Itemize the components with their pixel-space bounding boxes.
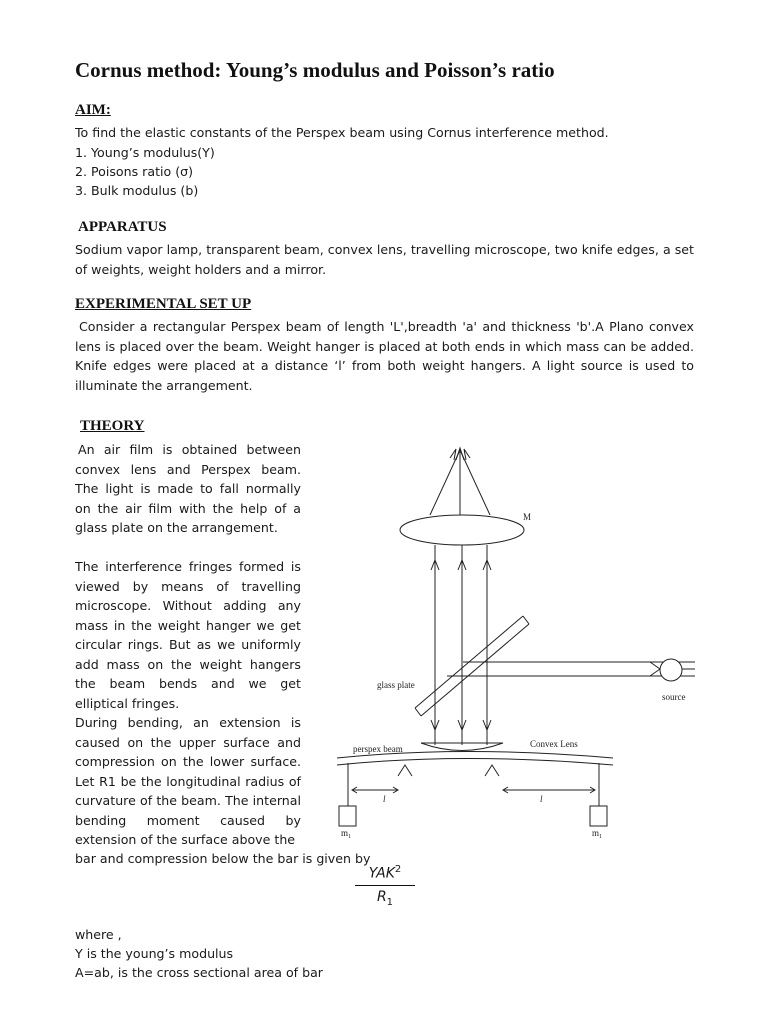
theory-column bbox=[75, 440, 301, 850]
label-perspex-beam: perspex beam bbox=[353, 744, 403, 754]
theory-continuation: bar and compression below the bar is given by bbox=[75, 851, 371, 866]
upward-rays bbox=[431, 545, 491, 745]
converging-rays bbox=[430, 448, 490, 515]
label-glass-plate: glass plate bbox=[377, 680, 415, 690]
label-source: source bbox=[662, 692, 686, 702]
label-m1-left: $m_1$ bbox=[341, 828, 352, 840]
label-l-left: l bbox=[383, 794, 386, 804]
formula-numerator: YAK$^2$ bbox=[355, 864, 415, 886]
formula-denominator: $R_1$ bbox=[376, 888, 394, 908]
knife-edge-left bbox=[398, 765, 412, 776]
young-definition: Y is the young’s modulus bbox=[75, 946, 234, 961]
perspex-beam-bottom bbox=[337, 759, 613, 766]
aim-intro: To find the elastic constants of the Perspex beam using Cornus interference method. bbox=[75, 125, 609, 140]
weight-right bbox=[590, 806, 607, 826]
apparatus-text: Sodium vapor lamp, transparent beam, convex lens, travelling microscope, two knife edges, a set of weights, weight holders and a mirror. bbox=[75, 242, 694, 277]
aim-item-poisson: 2. Poisons ratio (σ) bbox=[75, 164, 194, 179]
theory-paragraph-1: An air film is obtained between convex lens and Perspex beam. The light is made to fall normally on the air film with the help of a glass plate on the arrangement. bbox=[75, 442, 301, 535]
setup-text: Consider a rectangular Perspex beam of length 'L',breadth 'a' and thickness 'b'.A Plano convex lens is placed over the beam. Weight hanger is placed at both ends in which mass can be added. Knife edges were placed at a distance ‘l’ from both weight hangers. A light source is used to illuminate the arrangement. bbox=[75, 319, 694, 393]
label-m: M bbox=[523, 512, 532, 522]
theory-paragraph-3: During bending, an extension is caused on the upper surface and compression on the lower surface. Let R1 be the longitudinal radius of curvature of the beam. The internal bending moment caused by extension of the surface above the bbox=[75, 715, 301, 847]
theory-paragraph-2: The interference fringes formed is viewed by means of travelling microscope. Without adding any mass in the weight hanger we get circular rings. But as we uniformly add mass on the weight hangers the beam bends and we get elliptical fringes. bbox=[75, 559, 301, 711]
cornu-apparatus-diagram bbox=[335, 440, 715, 845]
label-l-right: l bbox=[540, 794, 543, 804]
distance-arrow-right bbox=[503, 787, 595, 793]
apparatus-heading: APPARATUS bbox=[78, 219, 167, 235]
light-source bbox=[660, 659, 682, 681]
distance-arrow-left bbox=[352, 787, 398, 793]
theory-heading: THEORY bbox=[80, 418, 145, 434]
page-title: Cornus method: Young’s modulus and Poisson’s ratio bbox=[75, 58, 555, 82]
label-m1-right: $m_1$ bbox=[592, 828, 603, 840]
lens-m bbox=[400, 515, 524, 545]
knife-edge-right bbox=[485, 765, 499, 776]
weight-left bbox=[339, 806, 356, 826]
glass-plate bbox=[415, 616, 529, 716]
setup-heading: EXPERIMENTAL SET UP bbox=[75, 296, 252, 312]
aim-heading: AIM: bbox=[75, 102, 111, 118]
aim-item-young: 1. Young’s modulus(Y) bbox=[75, 145, 215, 160]
where-text: where , bbox=[75, 927, 122, 942]
label-convex-lens: Convex Lens bbox=[530, 739, 578, 749]
source-beam bbox=[447, 662, 695, 676]
bending-moment-formula bbox=[355, 864, 415, 907]
aim-item-bulk: 3. Bulk modulus (b) bbox=[75, 183, 199, 198]
area-definition: A=ab, is the cross sectional area of bar bbox=[75, 965, 323, 980]
